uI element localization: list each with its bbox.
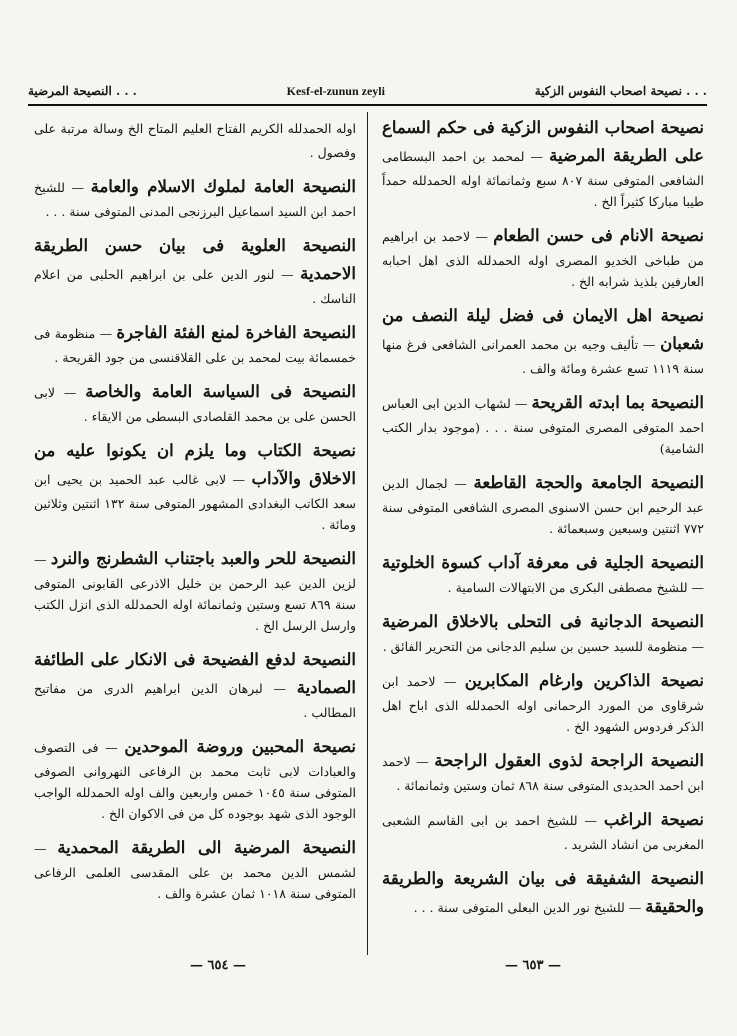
entry (382, 114, 704, 212)
entry (382, 667, 704, 737)
entry (34, 319, 356, 368)
entry (34, 378, 356, 427)
entry (34, 173, 356, 222)
entry-text: — للشيخ نور الدين البعلى المتوفى سنة . . . (413, 900, 646, 915)
entry-text: — لابى غالب عبد الحميد بن يحيى ابن سعد الكاتب البغدادى المشهور المتوفى سنة ١٣٢ اثنتين وثلاثين ومائة . (34, 472, 356, 532)
right-running-title: نصيحة اصحاب النفوس الزكية . . . (534, 84, 707, 98)
entry-heading: النصيحة الجامعة والحجة القاطعة (473, 473, 704, 492)
entry-text: — منظومة فى خمسمائة بيت لمحمد بن على القلاقنسى من جود القريحة . (34, 326, 356, 365)
header-rule (28, 104, 707, 106)
entry-text: — للشيخ احمد ابن السيد اسماعيل البرزنجى المدنى المتوفى سنة . . . (34, 180, 356, 219)
entry-heading: نصيحة الذاكرين وارغام المكابرين (464, 671, 704, 690)
entry-heading: النصيحة الدجانية فى التحلى بالاخلاق المرضية (382, 612, 704, 631)
entry (382, 608, 704, 657)
left-running-title: النصيحة المرضية . . . (28, 84, 137, 98)
entry (34, 733, 356, 824)
entry-text: — للشيخ مصطفى البكرى من الابتهالات السامية . (447, 580, 704, 595)
entry-text: — تأليف وجيه بن محمد العمرانى الشافعى فرغ منها سنة ١١١٩ تسع عشرة ومائة والف . (382, 337, 704, 376)
entry (34, 437, 356, 535)
entry-text: — لبرهان الدين ابراهيم الدرى من مفاتيح المطالب . (34, 681, 356, 720)
entry-text: — لاحمد ابن شرقاوى من المورد الرحمانى اوله الحمدلله الذى اباح اهل الذكر فردوس الشهود الخ . (382, 674, 704, 734)
entry (382, 222, 704, 292)
entry-heading: النصيحة لدفع الفضيحة فى الانكار على الطائفة الصمادية (34, 650, 356, 697)
entry-heading: النصيحة الجلية فى معرفة آداب كسوة الخلوتية (382, 553, 704, 572)
entry-text: — لشهاب الدين ابى العباس احمد المتوفى المصرى المتوفى سنة . . . (موجود بدار الكتب الشامية) (382, 396, 704, 456)
page-number-left: — ٦٥٤ — (190, 958, 247, 973)
book-title: Kesf-el-zunun zeyli (286, 83, 385, 98)
entry-heading: النصيحة بما ابدته القريحة (531, 393, 704, 412)
entry (34, 834, 356, 904)
entry-heading: نصيحة اصحاب النفوس الزكية فى حكم السماع على الطريقة المرضية (382, 118, 704, 165)
entry-text: — لابى الحسن على بن محمد القلصادى البسطى من الايقاء . (34, 385, 356, 424)
entry-heading: النصيحة فى السياسة العامة والخاصة (85, 382, 356, 401)
entry (382, 302, 704, 379)
entry (34, 646, 356, 723)
entry-text: — لزين الدين عبد الرحمن بن خليل الاذرعى القابونى المتوفى سنة ٨٦٩ تسع وستين وثمانمائة اوله الحمدلله الذى انزل الكتب وارسل الرسل الخ . (34, 552, 357, 633)
entry-heading: النصيحة الشفيقة فى بيان الشريعة والطريقة والحقيقة (382, 869, 704, 916)
entry (382, 389, 704, 459)
entry (382, 865, 704, 921)
entry-heading: النصيحة المرضية الى الطريقة المحمدية (57, 838, 356, 857)
entry (382, 806, 704, 855)
entry-heading: النصيحة العامة لملوك الاسلام والعامة (90, 177, 357, 196)
entry-text: اوله الحمدلله الكريم الفتاح العليم المتاح الخ وسالة مرتبة على وفصول . (34, 121, 356, 160)
entry-text: — للشيخ احمد بن ابى القاسم الشعبى المغربى من انشاد الشريد . (382, 813, 704, 852)
entry-heading: نصيحة المحبين وروضة الموحدين (124, 737, 356, 756)
entry (382, 469, 704, 539)
entry-text: — منظومة للسيد حسين بن سليم الدجانى من التحرير الفائق . (382, 639, 704, 654)
right-column (382, 114, 704, 931)
entry-text: — لجمال الدين عبد الرحيم ابن حسن الاسنوى المصرى الشافعى المتوفى سنة ٧٧٢ اثنتين وسبعين وسبعمائة . (382, 476, 704, 536)
page-header (28, 80, 707, 102)
entry-heading: النصيحة العلوية فى بيان حسن الطريقة الاحمدية (34, 236, 356, 283)
entry-heading: النصيحة الراجحة لذوى العقول الراجحة (434, 751, 704, 770)
entry-text: — لاحمد ابن احمد الحديدى المتوفى سنة ٨٦٨ ثمان وستين وثمانمائة . (382, 754, 704, 793)
entry-text: — فى التصوف والعبادات لابى ثابت محمد بن الرفاعى النهروانى الصوفى المتوفى سنة ١٠٤٥ خمس واربعين والف اوله الحمدلله الواجب الوجود الذى شهد بوجوده كل من فى الاكوان الخ . (34, 740, 356, 821)
entry (34, 114, 356, 163)
entry (34, 545, 356, 636)
entry-heading: نصيحة اهل الايمان فى فضل ليلة النصف من شعبان (382, 306, 704, 353)
entry-text: — لاحمد بن ابراهيم من طباخى الخديو المصرى اوله الحمدلله الذى اهل احبابه العارفين بلذيذ شرابه الخ . (382, 229, 704, 289)
entry-heading: النصيحة للحر والعبد باجتناب الشطرنج والنرد (50, 549, 356, 568)
entry-heading: نصيحة الكتاب وما يلزم ان يكونوا عليه من الاخلاق والآداب (34, 441, 356, 488)
entry-text: — لشمس الدين محمد بن على المقدسى العلمى الرفاعى المتوفى سنة ١٠١٨ ثمان عشرة والف . (34, 841, 356, 901)
entry (34, 232, 356, 309)
entry-heading: نصيحة الانام فى حسن الطعام (493, 226, 704, 245)
entry (382, 549, 704, 598)
entry-text: — لنور الدين على بن ابراهيم الحلبى من اعلام الناسك . (34, 267, 356, 306)
entry-heading: النصيحة الفاخرة لمنع الفئة الفاجرة (116, 323, 357, 342)
entry-text: — لمحمد بن احمد البسطامى الشافعى المتوفى سنة ٨٠٧ سبع وثمانمائة اوله الحمدلله حمداً طيبا مباركا كثيراً الخ . (382, 149, 704, 209)
entry (382, 747, 704, 796)
entry-heading: نصيحة الراغب (603, 810, 704, 829)
left-column (34, 114, 356, 914)
column-divider (367, 112, 368, 955)
page-number-right: — ٦٥٣ — (505, 958, 562, 973)
